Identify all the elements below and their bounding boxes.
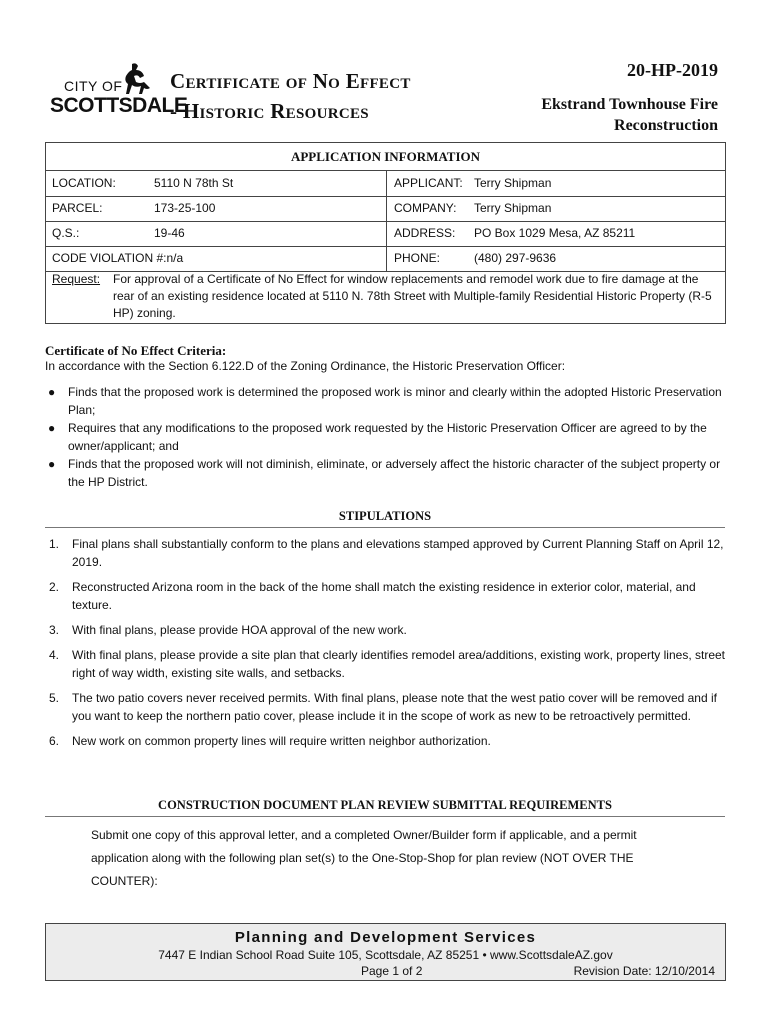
construction-rule xyxy=(45,816,725,817)
criteria-text: Finds that the proposed work is determined the proposed work is minor and clearly within the adopted Historic Preservation Plan; xyxy=(68,385,722,417)
stip-number: 1. xyxy=(49,537,60,551)
stip-number: 2. xyxy=(49,580,60,594)
stipulations-list xyxy=(45,535,725,757)
bullet-icon: ● xyxy=(48,421,56,435)
construction-heading: CONSTRUCTION DOCUMENT PLAN REVIEW SUBMITTAL REQUIREMENTS xyxy=(158,798,612,812)
criteria-text: Finds that the proposed work will not diminish, eliminate, or adversely affect the historic character of the subject property or the HP District. xyxy=(68,457,721,489)
criteria-text: Requires that any modifications to the proposed work requested by the Historic Preservation Officer are agreed to by the owner/applicant; and xyxy=(68,421,707,453)
list-item xyxy=(45,455,725,491)
address-label: ADDRESS: xyxy=(394,226,456,240)
department-address: 7447 E Indian School Road Suite 105, Scottsdale, AZ 85251 • www.ScottsdaleAZ.gov xyxy=(158,948,613,962)
stip-text: With final plans, please provide a site plan that clearly identifies remodel area/additions, existing work, property lines, street right of way width, existing site walls, and setbacks. xyxy=(72,648,725,680)
location-label: LOCATION: xyxy=(52,176,116,190)
department-name: Planning and Development Services xyxy=(234,929,537,946)
list-item xyxy=(45,419,725,455)
project-name: Ekstrand Townhouse Fire Reconstruction xyxy=(541,96,718,134)
request-text: For approval of a Certificate of No Effect for window replacements and remodel work due to fire damage at the rear of an existing residence located at 5110 N. 78th Street with Multiple-family Residential Historic Property (R-5 HP) zoning. xyxy=(113,272,712,320)
application-heading: APPLICATION INFORMATION xyxy=(46,143,725,171)
info-row xyxy=(46,221,725,247)
document-title xyxy=(170,66,411,126)
parcel-value: 173-25-100 xyxy=(154,201,216,215)
parcel-label: PARCEL: xyxy=(52,201,103,215)
list-item xyxy=(45,535,725,571)
title-line-1: Certificate of No Effect xyxy=(170,69,411,93)
stip-number: 5. xyxy=(49,691,60,705)
title-line-2: - Historic Resources xyxy=(170,99,369,123)
applicant-value: Terry Shipman xyxy=(474,176,552,190)
list-item xyxy=(45,646,725,682)
list-item xyxy=(45,621,725,639)
address-value: PO Box 1029 Mesa, AZ 85211 xyxy=(474,226,636,240)
stip-number: 4. xyxy=(49,648,60,662)
stip-number: 3. xyxy=(49,623,60,637)
phone-value: (480) 297-9636 xyxy=(474,251,557,265)
revision-date: Revision Date: 12/10/2014 xyxy=(573,964,715,978)
bullet-icon: ● xyxy=(48,457,56,471)
qs-label: Q.S.: xyxy=(52,226,80,240)
criteria-heading: Certificate of No Effect Criteria: xyxy=(45,343,227,358)
case-number: 20-HP-2019 xyxy=(627,60,718,80)
info-row xyxy=(46,171,725,197)
logo-city-text: CITY OF xyxy=(64,78,123,94)
list-item xyxy=(45,383,725,419)
stipulations-heading: STIPULATIONS xyxy=(338,509,432,523)
code-violation-value: n/a xyxy=(166,251,184,265)
company-value: Terry Shipman xyxy=(474,201,552,215)
request-label: Request: xyxy=(52,272,101,286)
criteria-intro: In accordance with the Section 6.122.D of the Zoning Ordinance, the Historic Preservation Officer: xyxy=(45,359,566,373)
stipulations-rule xyxy=(45,527,725,528)
request-block xyxy=(52,271,717,320)
stip-text: The two patio covers never received permits. With final plans, please note that the west patio cover will be removed and if you want to keep the northern patio cover, please include it in the scope of work as new to be retroactively permitted. xyxy=(72,691,717,723)
footer-box xyxy=(45,923,726,981)
info-row xyxy=(46,246,725,272)
stip-text: Reconstructed Arizona room in the back of the home shall match the existing residence in exterior color, material, and texture. xyxy=(72,580,696,612)
criteria-list xyxy=(45,383,725,491)
info-row xyxy=(46,196,725,222)
stip-text: New work on common property lines will require written neighbor authorization. xyxy=(72,734,491,748)
stip-text: With final plans, please provide HOA approval of the new work. xyxy=(72,623,407,637)
code-violation-label: CODE VIOLATION #: xyxy=(52,251,167,265)
submittal-text: Submit one copy of this approval letter, and a completed Owner/Builder form if applicable, and a permit application along with the following plan set(s) to the One-Stop-Shop for plan review (NOT OVER THE COUNTER): xyxy=(91,828,637,888)
code-violation-field xyxy=(52,246,183,271)
city-logo xyxy=(50,62,188,122)
company-label: COMPANY: xyxy=(394,201,457,215)
phone-label: PHONE: xyxy=(394,251,441,265)
location-value: 5110 N 78th St xyxy=(154,176,234,190)
bullet-icon: ● xyxy=(48,385,56,399)
bronco-rider-icon xyxy=(112,62,156,102)
qs-value: 19-46 xyxy=(154,226,185,240)
list-item xyxy=(45,732,725,750)
application-info-box xyxy=(45,142,726,324)
stip-number: 6. xyxy=(49,734,60,748)
stip-text: Final plans shall substantially conform to the plans and elevations stamped approved by Current Planning Staff on April 12, 2019. xyxy=(72,537,724,569)
list-item xyxy=(45,578,725,614)
page-number: Page 1 of 2 xyxy=(361,964,423,978)
logo-name-text: SCOTTSDALE xyxy=(50,94,188,117)
applicant-label: APPLICANT: xyxy=(394,176,463,190)
list-item xyxy=(45,689,725,725)
